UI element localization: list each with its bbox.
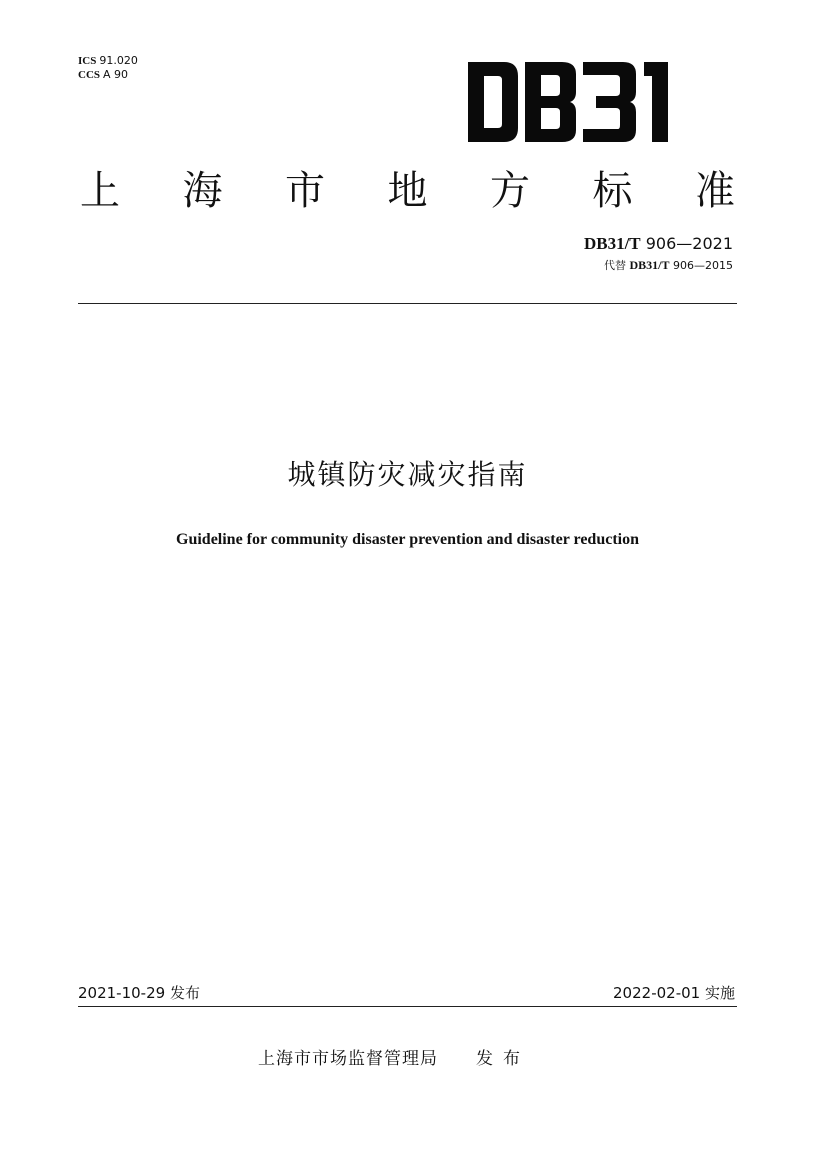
- document-title: 城镇防灾减灾指南: [287, 458, 528, 491]
- standard-number: [584, 232, 733, 256]
- effective-date-line: [613, 982, 735, 1004]
- release-date-line: [78, 982, 200, 1004]
- footer-divider: [78, 1006, 737, 1007]
- title-char: 上: [80, 168, 120, 214]
- standard-type-title: [80, 165, 735, 217]
- standard-number-prefix: DB31/T: [583, 234, 641, 253]
- publisher-line: [258, 1046, 530, 1072]
- document-title-english: Guideline for community disaster prevention and disaster reduction: [176, 531, 639, 548]
- ccs-value: A 90: [103, 68, 129, 81]
- standard-number-value: 906—2021: [645, 234, 733, 253]
- header-divider: [78, 303, 737, 304]
- db31-logo: [468, 62, 694, 142]
- ccs-label: CCS: [78, 69, 101, 81]
- effective-label: 实施: [704, 984, 735, 1002]
- release-label: 发布: [169, 984, 200, 1002]
- publisher-name: 上海市市场监督管理局: [258, 1049, 438, 1069]
- replaces-label: 代替: [603, 259, 626, 272]
- title-char: 市: [285, 168, 325, 214]
- replaces-prefix: DB31/T: [629, 258, 670, 272]
- ccs-code: [78, 68, 138, 82]
- ics-label: ICS: [78, 55, 97, 67]
- classification-codes: [78, 54, 138, 82]
- release-date: 2021-10-29: [78, 984, 166, 1002]
- standard-number-block: [584, 232, 733, 275]
- title-char: 地: [387, 168, 428, 214]
- title-char: 海: [182, 168, 223, 214]
- title-char: 准: [695, 168, 735, 214]
- effective-date: 2022-02-01: [613, 984, 701, 1002]
- title-char: 标: [592, 168, 633, 214]
- replaces-number: 906—2015: [673, 259, 733, 272]
- ics-code: [78, 54, 138, 68]
- publisher-action: 发布: [476, 1049, 530, 1069]
- replaces-line: [584, 256, 733, 275]
- ics-value: 91.020: [99, 54, 138, 67]
- title-char: 方: [490, 168, 530, 214]
